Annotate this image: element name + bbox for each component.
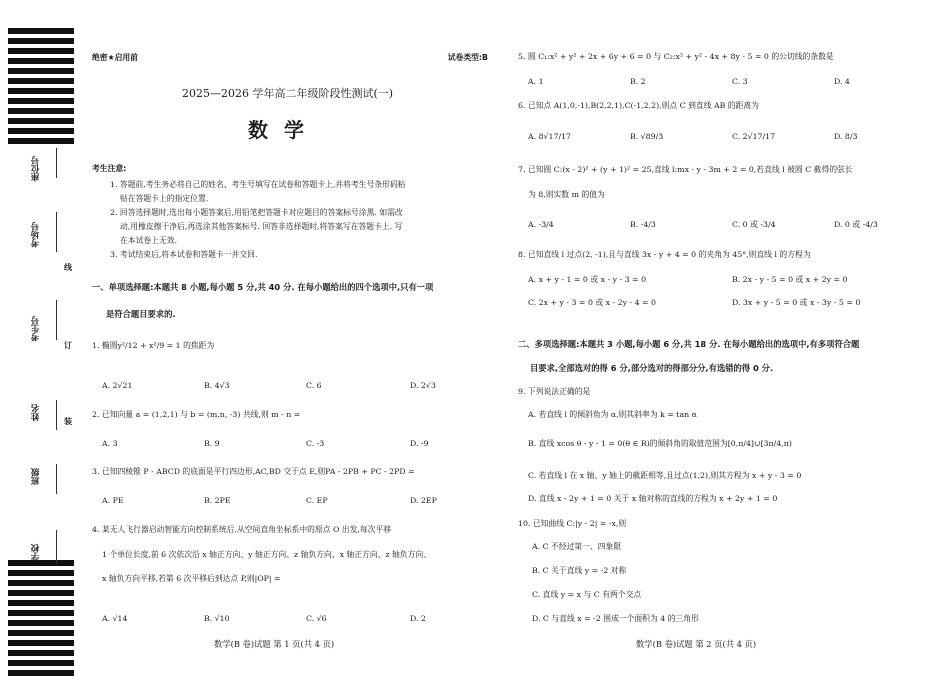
option-6a[interactable]: A. 8√17/17 [528,132,571,141]
option-4b[interactable]: B. √10 [204,614,230,623]
binding-stripes-bottom [8,560,74,680]
option-7c[interactable]: C. 0 或 -3/4 [732,220,776,229]
field-label: 姓名 [31,404,41,421]
option-7b[interactable]: B. -4/3 [630,220,656,229]
question-6-stem: 6. 已知点 A(1,0,-1),B(2,2,1),C(-1,2,2),则点 C 到直线 AB 的距离为 [518,101,759,110]
question-4-stem-cont: x 轴负方向平移,若第 6 次平移后到达点 P,则|OP| = [102,574,281,583]
option-6b[interactable]: B. √89/3 [630,132,664,141]
question-9-stem: 9. 下列说法正确的是 [518,387,591,396]
notice-line: 1. 答题前,考生务必将自己的姓名、考生号填写在试卷和答题卡上,并将考生号条形码粘 [110,180,406,189]
option-9b[interactable]: B. 直线 xcos θ - y - 1 = 0(θ ∈ R)的倾斜角的取值范围为[0,π/4]∪[3π/4,π) [528,439,792,448]
option-9a[interactable]: A. 若直线 l 的倾斜角为 α,则其斜率为 k = tan α [528,410,697,419]
section1-heading: 一、单项选择题:本题共 8 小题,每小题 5 分,共 40 分. 在每小题给出的四个选项中,只有一项 [92,282,434,292]
notice-line: 3. 考试结束后,将本试卷和答题卡一并交回. [110,250,258,259]
notice-line: 2. 回答选择题时,选出每小题答案后,用铅笔把答题卡对应题目的答案标号涂黑. 如需改 [110,208,403,217]
question-2-stem: 2. 已知向量 a = (1,2,1) 与 b = (m,n, -3) 共线,则 m - n = [92,410,301,419]
option-5b[interactable]: B. 2 [630,77,646,86]
option-10a[interactable]: A. C 不经过第一、四象限 [532,542,622,551]
option-3c[interactable]: C. EP [306,496,328,505]
binding-stripes-top [8,28,74,148]
confidential-label: 绝密★启用前 [92,53,138,62]
option-7a[interactable]: A. -3/4 [528,220,554,229]
notice-heading: 考生注意: [92,164,127,173]
option-3a[interactable]: A. PE [102,496,124,505]
field-name[interactable] [14,400,58,440]
field-label: 考场号 [31,222,41,248]
option-2b[interactable]: B. 9 [204,439,220,448]
option-1d[interactable]: D. 2√3 [410,381,436,390]
option-7d[interactable]: D. 0 或 -4/3 [834,220,878,229]
field-class[interactable] [14,464,58,504]
option-2d[interactable]: D. -9 [410,439,429,448]
field-label: 班级 [31,468,41,485]
option-1b[interactable]: B. 4√3 [204,381,230,390]
notice-line: 动,用橡皮擦干净后,再选涂其他答案标号. 回答非选择题时,将答案写在答题卡上. 写 [120,222,403,231]
option-9d[interactable]: D. 直线 x - 2y + 1 = 0 关于 x 轴对称的直线的方程为 x + 2y + 1 = 0 [528,494,778,503]
option-8c[interactable]: C. 2x + y - 3 = 0 或 x - 2y - 4 = 0 [528,298,657,307]
question-1-stem: 1. 椭圆y²/12 + x²/9 = 1 的焦距为 [92,341,215,350]
option-3d[interactable]: D. 2EP [410,496,437,505]
cut-mark-bind: 订 [64,341,72,350]
field-school[interactable] [14,530,58,570]
option-10b[interactable]: B. C 关于直线 y = -2 对称 [532,566,627,575]
option-10d[interactable]: D. C 与直线 x = -2 围成一个面积为 4 的三角形 [532,614,699,623]
option-3b[interactable]: B. 2PE [204,496,231,505]
cut-mark-line: 线 [64,263,72,272]
section1-heading-cont: 是符合题目要求的. [106,309,176,319]
question-4-stem-cont: 1 个单位长度,前 6 次依次沿 x 轴正方向、y 轴正方向、z 轴负方向、x 轴正方向、z 轴负方向、 [102,550,432,559]
subject-title: 数学 [248,118,320,142]
notice-line: 贴在答题卡上的指定位置. [120,194,209,203]
option-8a[interactable]: A. x + y - 1 = 0 或 x - y - 3 = 0 [528,275,647,284]
section2-heading-cont: 目要求,全部选对的得 6 分,部分选对的得部分分,有选错的得 0 分. [530,363,774,373]
question-3-stem: 3. 已知四棱锥 P - ABCD 的底面是平行四边形,AC,BD 交于点 E,则PA - 2PB + PC - 2PD = [92,467,415,476]
exam-title: 2025—2026 学年高二年级阶段性测试(一) [182,87,394,100]
question-8-stem: 8. 已知直线 l 过点(2, -1),且与直线 3x - y + 4 = 0 的夹角为 45°,则直线 l 的方程为 [518,250,811,259]
option-4d[interactable]: D. 2 [410,614,426,623]
page-footer: 数学(B 卷)试题 第 2 页(共 4 页) [636,639,757,649]
question-4-stem: 4. 某无人飞行器启动智能方向控制系统后,从空间直角坐标系中的原点 O 出发,每次平移 [92,525,392,534]
field-seat-number[interactable] [14,148,58,208]
section2-heading: 二、多项选择题:本题共 3 小题,每小题 6 分,共 18 分. 在每小题给出的选项中,有多项符合题 [518,339,860,349]
binding-margin [0,0,78,688]
field-candidate-number[interactable] [14,300,58,360]
option-6d[interactable]: D. 8/3 [834,132,858,141]
question-7-stem-cont: 为 8,则实数 m 的值为 [528,190,605,199]
option-8b[interactable]: B. 2x - y - 5 = 0 或 x + 2y = 0 [732,275,848,284]
field-label: 座位号 [31,156,41,182]
option-2c[interactable]: C. -3 [306,439,325,448]
field-label: 考生号 [31,316,41,342]
option-6c[interactable]: C. 2√17/17 [732,132,776,141]
option-5a[interactable]: A. 1 [528,77,544,86]
option-1a[interactable]: A. 2√21 [102,381,133,390]
question-5-stem: 5. 圆 C₁:x² + y² + 2x + 6y + 6 = 0 与 C₂:x² + y² - 4x + 8y - 5 = 0 的公切线的条数是 [518,52,834,61]
option-4c[interactable]: C. √6 [306,614,327,623]
question-10-stem: 10. 已知曲线 C:|y - 2| = -x,则 [518,519,627,528]
field-label: 学校 [31,544,41,561]
paper-type: 试卷类型:B [447,53,488,62]
option-4a[interactable]: A. √14 [102,614,128,623]
question-7-stem: 7. 已知圆 C:(x - 2)² + (y + 1)² = 25,直线 l:mx - y - 3m + 2 = 0,若直线 l 被圆 C 截得的弦长 [518,165,853,174]
option-1c[interactable]: C. 6 [306,381,322,390]
notice-line: 在本试卷上无效. [120,236,178,245]
option-5c[interactable]: C. 3 [732,77,748,86]
option-10c[interactable]: C. 直线 y = x 与 C 有两个交点 [532,590,642,599]
option-5d[interactable]: D. 4 [834,77,850,86]
option-9c[interactable]: C. 若直线 l 在 x 轴、y 轴上的截距相等,且过点(1,2),则其方程为 x + y - 3 = 0 [528,471,802,480]
cut-mark-pack: 装 [64,417,72,426]
page-footer: 数学(B 卷)试题 第 1 页(共 4 页) [214,639,335,649]
field-exam-room[interactable] [14,212,58,272]
option-2a[interactable]: A. 3 [102,439,118,448]
option-8d[interactable]: D. 3x + y - 5 = 0 或 x - 3y - 5 = 0 [732,298,861,307]
